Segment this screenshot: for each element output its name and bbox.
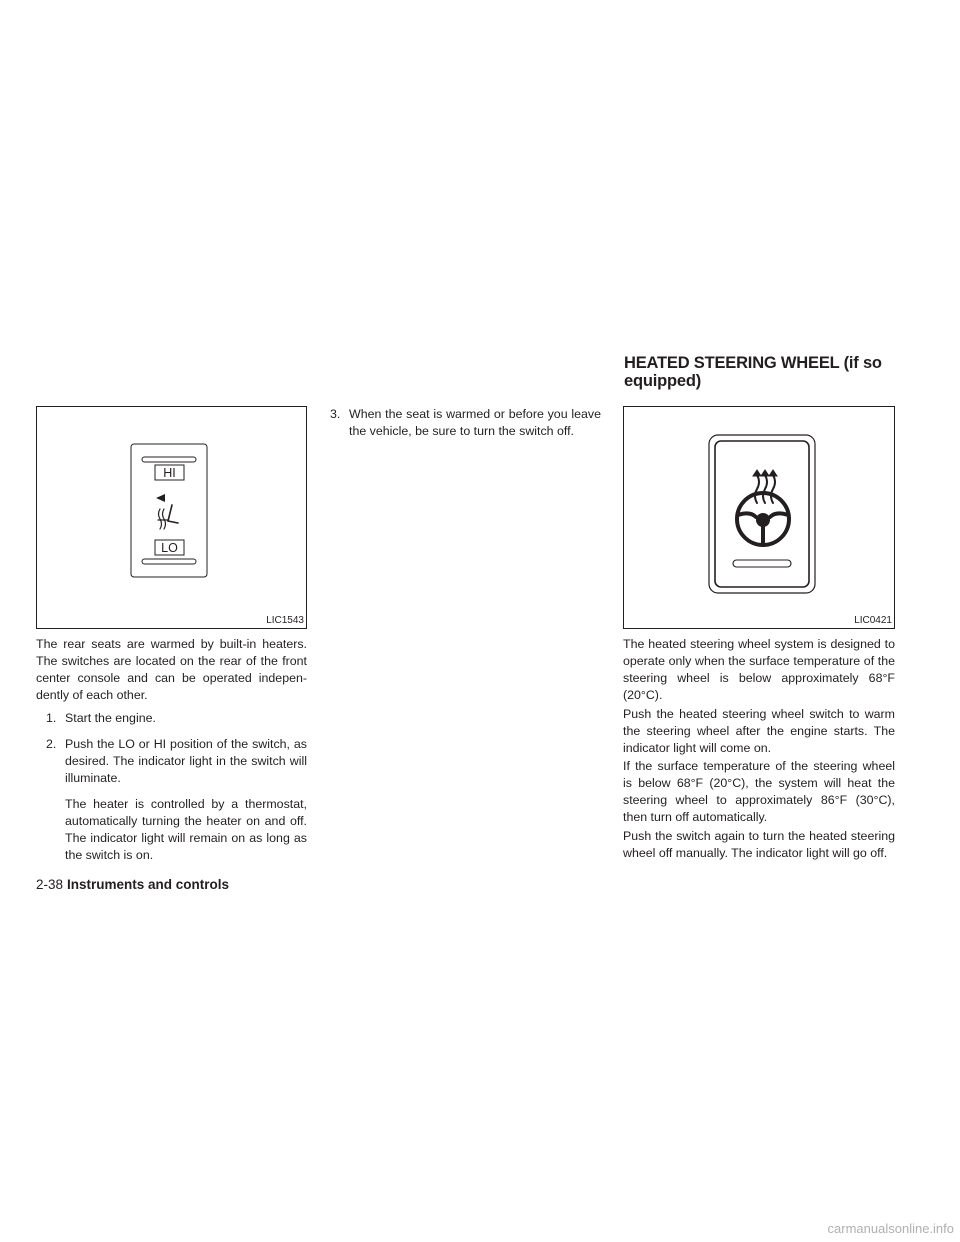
- section-heading: HEATED STEERING WHEEL (if so equipped): [624, 354, 882, 390]
- list-text: Start the engine.: [65, 711, 156, 725]
- steering-paragraph: Push the heated steering wheel switch to warm the steering wheel after the engine starts. The indicator light will come on.: [623, 707, 895, 755]
- switch-lo-label: LO: [161, 541, 178, 555]
- figure-code: LIC1543: [266, 615, 304, 626]
- page-footer: [36, 877, 229, 893]
- section-title: Instruments and controls: [67, 877, 230, 892]
- list-number: 3.: [330, 407, 341, 421]
- watermark: carmanualsonline.info: [827, 1221, 954, 1236]
- seat-heater-figure: [36, 406, 307, 629]
- steering-paragraph: Push the switch again to turn the heated steering wheel off manually. The indicator light will go off.: [623, 829, 895, 860]
- list-text: Push the LO or HI position of the switch, as desired. The indicator light in the switch will illuminate.: [65, 737, 307, 785]
- list-item: [330, 406, 601, 457]
- steering-paragraph: The heated steering wheel system is designed to operate only when the surface temperature of the steering wheel is below approximately 68°F (20°C).: [623, 637, 895, 702]
- figure-code: LIC0421: [854, 615, 892, 626]
- list-number: 1.: [46, 711, 57, 725]
- thermostat-note: The heater is controlled by a thermostat, automatically turning the heater on and off. The indicator light will remain on as long as the switch is on.: [65, 797, 307, 862]
- steering-paragraph: If the surface temperature of the steering wheel is below 68°F (20°C), the system will heat the steering wheel to approximately 86°F (30°C), then turn off automatically.: [623, 759, 895, 824]
- switch-hi-label: HI: [163, 466, 176, 480]
- steering-wheel-switch-illustration: [624, 407, 894, 628]
- list-item: [46, 710, 307, 727]
- steering-wheel-heater-figure: [623, 406, 895, 629]
- list-number: 2.: [46, 737, 57, 751]
- list-text: When the seat is warmed or before you leave the vehicle, be sure to turn the switch off.: [349, 407, 601, 438]
- seat-heater-switch-illustration: [37, 407, 306, 628]
- page-number: 2-38: [36, 877, 64, 892]
- list-item: [46, 736, 307, 787]
- rear-seat-intro: The rear seats are warmed by built-in heaters. The switches are located on the rear of the front center console and can be operated indepen-dently of each other.: [36, 637, 307, 702]
